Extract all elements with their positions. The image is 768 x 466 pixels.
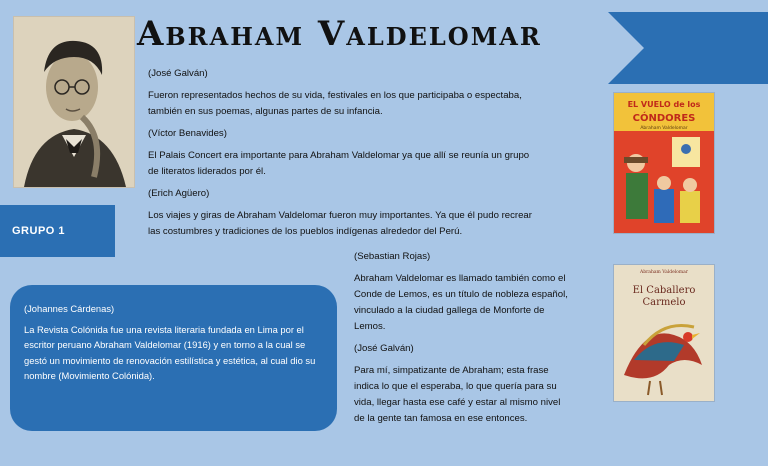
quote-author: (José Galván) xyxy=(148,68,208,79)
panel-text: La Revista Colónida fue una revista literaria fundada en Lima por el escritor peruano Abraham Valdelomar (1916) y en torno a la cual se gestó un movimiento de renovación estilística y estética, al cual dio su nombre (Movimiento Colónida). xyxy=(24,323,316,381)
quote-text: El Palais Concert era importante para Abraham Valdelomar ya que allí se reunía un grupo de literatos liderados por él. xyxy=(148,150,530,177)
quote-author: (Víctor Benavides) xyxy=(148,128,227,139)
quote-text: Abraham Valdelomar es llamado también como el Conde de Lemos, es un título de nobleza español, vinculado a la ciudad gallega de Monforte de Lemos. xyxy=(354,273,568,332)
right-text-block xyxy=(354,249,569,427)
book-cover-vuelo-condores xyxy=(613,92,715,234)
page-title: Abraham Valdelomar xyxy=(137,14,542,54)
main-text-block xyxy=(148,66,538,240)
svg-text:El Caballero: El Caballero xyxy=(632,285,696,296)
quote-author: (Sebastian Rojas) xyxy=(354,251,431,262)
quote-author: (Erich Agüero) xyxy=(148,188,210,199)
svg-text:Carmelo: Carmelo xyxy=(642,297,686,308)
svg-text:Abraham Valdelomar: Abraham Valdelomar xyxy=(640,270,688,275)
quote-author: (José Galván) xyxy=(354,343,414,354)
quote-text: Los viajes y giras de Abraham Valdelomar fueron muy importantes. Ya que él pudo recrear las costumbres y tradiciones de los pueblos indígenas alrededor del Perú. xyxy=(148,210,532,237)
book-cover-caballero-carmelo xyxy=(613,264,715,402)
group-label: GRUPO 1 xyxy=(0,205,115,257)
portrait-photo xyxy=(14,17,134,187)
colonida-panel xyxy=(10,285,337,431)
decorative-arrow-banner xyxy=(608,12,768,84)
quote-text: Para mí, simpatizante de Abraham; esta frase indica lo que el esperaba, lo que quería para su vida, llegar hasta ese café y estar al mismo nivel de la gente tan famosa en ese entonces. xyxy=(354,365,561,424)
quote-text: Fueron representados hechos de su vida, festivales en los que participaba o espectaba, también en sus poemas, algunas partes de su infancia. xyxy=(148,90,522,117)
svg-text:Abraham Valdelomar: Abraham Valdelomar xyxy=(640,126,688,131)
svg-text:EL VUELO de los: EL VUELO de los xyxy=(627,100,701,109)
panel-author: (Johannes Cárdenas) xyxy=(24,303,115,314)
svg-text:CÓNDORES: CÓNDORES xyxy=(632,113,696,124)
